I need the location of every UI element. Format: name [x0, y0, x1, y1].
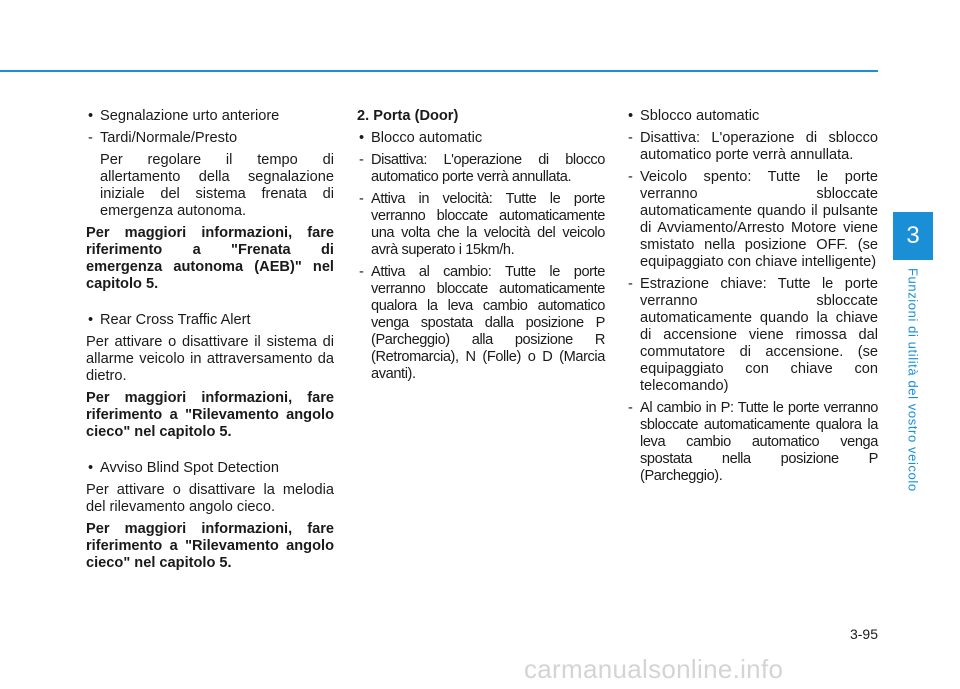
reference-note: Per maggiori informazioni, fare riferimento a "Frenata di emergenza autonoma (AEB)" nel capitolo 5. — [86, 225, 334, 292]
dash-item: - Al cambio in P: Tutte le porte verranno sbloccate automaticamente qualora la leva cambio automatico venga spostata nella posizione P (Parcheggio). — [626, 400, 878, 485]
dash-item: - Attiva in velocità: Tutte le porte verranno bloccate automaticamente una volta che la velocità del veicolo avrà superato i 15km/h. — [357, 191, 605, 259]
bullet-item: • Sblocco automatic — [626, 108, 878, 125]
text-column-3 — [626, 108, 878, 490]
text-column-2 — [357, 108, 605, 388]
paragraph: Per attivare o disattivare la melodia del rilevamento angolo cieco. — [86, 482, 334, 515]
chapter-title: Funzioni di utilità del vostro veicolo — [905, 268, 921, 492]
bullet-item: • Rear Cross Traffic Alert — [86, 312, 334, 329]
chapter-number: 3 — [906, 222, 920, 249]
paragraph: Per regolare il tempo di allertamento della segnalazione iniziale del sistema frenata di emergenza autonoma. — [100, 152, 334, 219]
bullet-item: • Blocco automatic — [357, 130, 605, 147]
dash-item: - Attiva al cambio: Tutte le porte verranno bloccate automaticamente qualora la leva cambio automatico venga spostata dalla posizione P (Parcheggio) alla posizione R (Retromarcia), N (Folle) o D (Marcia avanti). — [357, 264, 605, 383]
page-number: 3-95 — [849, 626, 878, 642]
section-heading: 2. Porta (Door) — [357, 108, 459, 124]
watermark: carmanualsonline.info — [524, 654, 784, 684]
dash-item: - Veicolo spento: Tutte le porte verranno sbloccate automaticamente quando il pulsante di Avviamento/Arresto Motore viene smistato nella posizione OFF. (se equipaggiato con chiave intelligente) — [626, 169, 878, 271]
reference-note: Per maggiori informazioni, fare riferimento a "Rilevamento angolo cieco" nel capitolo 5. — [86, 390, 334, 440]
dash-item: - Tardi/Normale/Presto — [86, 130, 334, 147]
dash-item: - Disattiva: L'operazione di sblocco automatico porte verrà annullata. — [626, 130, 878, 164]
chapter-tab — [893, 212, 933, 260]
dash-item: - Disattiva: L'operazione di blocco automatico porte verrà annullata. — [357, 152, 605, 186]
text-column-1 — [86, 108, 334, 577]
bullet-item: • Segnalazione urto anteriore — [86, 108, 334, 125]
header-rule — [0, 70, 878, 72]
dash-item: - Estrazione chiave: Tutte le porte verranno sbloccate automaticamente quando la chiave di accensione viene rimossa dal commutatore di accensione. (se equipaggiato con chiave con telecomando) — [626, 276, 878, 395]
reference-note: Per maggiori informazioni, fare riferimento a "Rilevamento angolo cieco" nel capitolo 5. — [86, 521, 334, 571]
paragraph: Per attivare o disattivare il sistema di allarme veicolo in attraversamento da dietro. — [86, 334, 334, 384]
bullet-item: • Avviso Blind Spot Detection — [86, 460, 334, 477]
